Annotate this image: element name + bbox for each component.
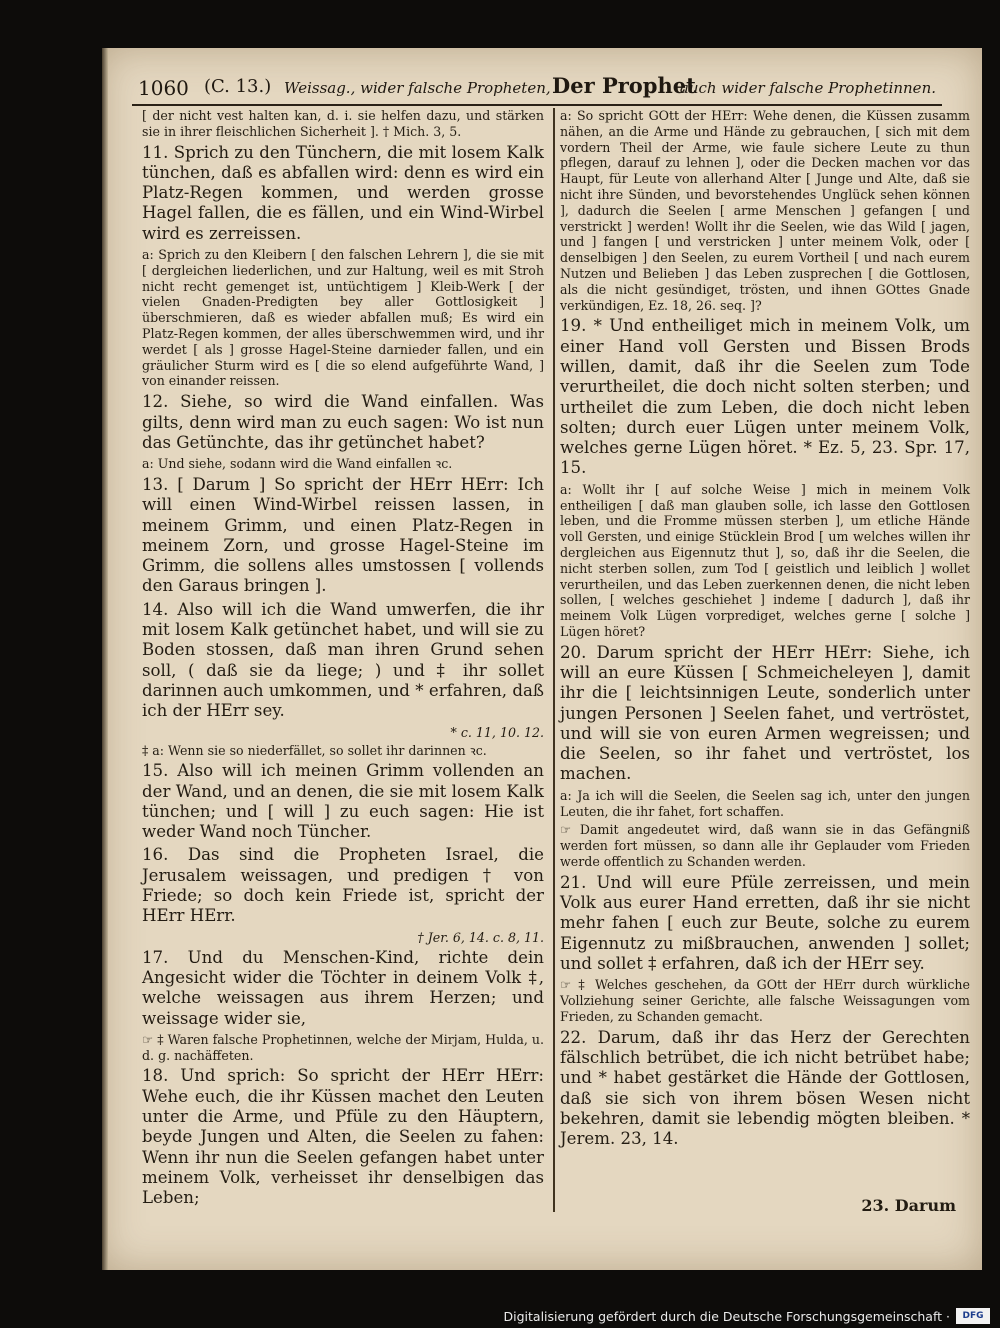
page-number: 1060: [138, 76, 189, 100]
running-head-right: auch wider falsche Prophetinnen.: [679, 79, 936, 97]
left-verse-paragraph: 13. [ Darum ] So spricht der HErr HErr: Ich will einen Wind-Wirbel reissen lassen, in meinem Grimm, und einen Platz-Regen in meinem Zorn, und grosse Hagel-Steine im Grimm, die sollens alles umstossen [ vollends den Garaus bringen ].: [142, 474, 544, 596]
left-verse-paragraph: 15. Also will ich meinen Grimm vollenden an der Wand, und an denen, die sie mit losem Kalk tünchen; und [ will ] zu euch sagen: Hie ist weder Wand noch Tüncher.: [142, 761, 544, 842]
left-verse-paragraph: 18. Und sprich: So spricht der HErr HErr: Wehe euch, die ihr Küssen machet den Leuten unter die Arme, und Pfüle zu den Häuptern, beyde Jungen und Alten, die Seelen zu fahen: Wenn ihr nun die Seelen gefangen habet unter meinem Volk, verheisset ihr denselbigen das Leben;: [142, 1066, 544, 1208]
running-head-left: Weissag., wider falsche Propheten,: [284, 79, 551, 97]
right-commentary-note: a: Wollt ihr [ auf solche Weise ] mich in meinem Volk entheiligen [ daß man glauben solle, ich lasse den Gottlosen leben, und die Fromme müssen sterben ], um etliche Hände voll Gersten, und einige Stücklein Brod [ um welches willen ihr dergleichen aus Eigennutz thut ], so, daß ihr die Seelen, die nicht sterben sollen, zum Tod [ geistlich und leiblich ] wollet verurtheilen, und das Leben zuerkennen denen, die nicht leben sollen, [ welches geschiehet ] indeme [ dadurch ], daß ihr meinem Volk Lügen vorprediget, welches gerne [ solche ] Lügen höret?: [560, 481, 970, 639]
left-verse-paragraph: 12. Siehe, so wird die Wand einfallen. Was gilts, denn wird man zu euch sagen: Wo ist nun das Getünchte, das ihr getünchet habet?: [142, 392, 544, 452]
page-header: [132, 70, 942, 106]
left-verse-paragraph: 14. Also will ich die Wand umwerfen, die ihr mit losem Kalk getünchet habet, und will sie zu Boden stossen, daß man ihren Grund sehen soll, ( daß sie da liege; ) und ‡ ihr sollet darinnen auch umkommen, und * erfahren, daß ich der HErr sey.: [142, 599, 544, 721]
funding-notice: Digitalisierung gefördert durch die Deutsche Forschungsgemeinschaft ·: [503, 1309, 950, 1324]
right-verse-paragraph: 22. Darum, daß ihr das Herz der Gerechten fälschlich betrübet, die ich nicht betrübet habe; und * habet gestärket die Hände der Gottlosen, daß sie sich von ihrem bösen Wesen nicht bekehren, damit sie lebendig mögten bleiben. * Jerem. 23, 14.: [560, 1027, 970, 1149]
book-page: [102, 48, 982, 1270]
chapter-label: (C. 13.): [204, 76, 272, 97]
right-column: [560, 108, 970, 1152]
right-verse-paragraph: 19. * Und entheiliget mich in meinem Volk, um einer Hand voll Gersten und Bissen Brods willen, damit, daß ihr die Seelen zum Tode verurtheilet, die doch nicht solten sterben; und urtheilet die zum Leben, die doch nicht leben solten; durch euer Lügen unter meinem Volk, welches gerne Lügen höret. * Ez. 5, 23. Spr. 17, 15.: [560, 316, 970, 478]
left-verse-paragraph: 17. Und du Menschen-Kind, richte dein Angesicht wider die Töchter in deinem Volk ‡, welche weissagen aus ihrem Herzen; und weissage wider sie,: [142, 947, 544, 1028]
page-binding-edge: [102, 48, 108, 1270]
right-commentary-note: a: Ja ich will die Seelen, die Seelen sag ich, unter den jungen Leuten, die ihr fahet, fort schaffen.: [560, 787, 970, 819]
footer-bar: [0, 1306, 1000, 1328]
right-commentary-note: a: So spricht GOtt der HErr: Wehe denen, die Küssen zusamm nähen, an die Arme und Hände zu gebrauchen, [ sich mit dem vordern Theil der Arme, wie faule sichere Leute zu thun pflegen, darauf zu lehnen ], oder die Decken machen vor das Haupt, für Leute von allerhand Alter [ Junge und Alte, daß sie nicht ihre Sünden, und bevorstehendes Unglück sehen können ], dadurch die Seelen [ arme Menschen ] gefangen [ und verstrickt ] werden! Wollt ihr die Seelen, wie das Wild [ jagen, und ] fangen [ und verstricken ] unter meinem Volk, oder [ denselbigen ] den Seelen, zu eurem Vortheil [ und nach eurem Nutzen und Belieben ] das Leben zusprechen [ die Gottlosen, als die nicht gesündiget, trösten, und ihnen GOttes Gnade verkündigen, Ez. 18, 26. seq. ]?: [560, 108, 970, 313]
left-column: [142, 108, 544, 1212]
left-commentary-note: ‡ a: Wenn sie so niederfället, so sollet ihr darinnen ꝛc.: [142, 742, 487, 758]
column-divider: [553, 108, 555, 1212]
left-verse-paragraph: 16. Das sind die Propheten Israel, die Jerusalem weissagen, und predigen † von Friede; so doch kein Friede ist, spricht der HErr HErr.: [142, 845, 544, 926]
left-cross-reference: * c. 11, 10. 12.: [450, 724, 544, 740]
left-commentary-note: a: Und siehe, sodann wird die Wand einfallen ꝛc.: [142, 456, 453, 472]
right-commentary-note: ☞ ‡ Welches geschehen, da GOtt der HErr durch würkliche Vollziehung seiner Gerichte, alle falsche Weissagungen vom Frieden, zu Schanden gemacht.: [560, 977, 970, 1024]
left-cross-reference: † Jer. 6, 14. c. 8, 11.: [417, 929, 544, 945]
left-verse-paragraph: 11. Sprich zu den Tünchern, die mit losem Kalk tünchen, daß es abfallen wird: denn es wird ein Platz-Regen kommen, und werden grosse Hagel fallen, die es fällen, und ein Wind-Wirbel wird es zerreissen.: [142, 142, 544, 243]
right-commentary-note: ☞ Damit angedeutet wird, daß wann sie in das Gefängniß werden fort müssen, so dann alle ihr Geplauder vom Frieden werde offentlich zu Schanden werden.: [560, 822, 970, 869]
left-commentary-note: a: Sprich zu den Kleibern [ den falschen Lehrern ], die sie mit [ dergleichen liederlichen, und zur Haltung, weil es mit Stroh nicht recht gemenget ist, untüchtigem ] Kleib-Werk [ der vielen Gnaden-Predigten bey aller Gottlosigkeit ] überschmieren, daß es wieder abfallen muß; Es wird ein Platz-Regen kommen, der alles überschwemmen wird, und ihr werdet [ als ] grosse Hagel-Steine darnieder fallen, und ein gräulicher Sturm wird es [ die so elend aufgeführte Wand, ] von einander reissen.: [142, 247, 544, 389]
dfg-logo: DFG: [956, 1308, 990, 1324]
left-commentary-note: [ der nicht vest halten kan, d. i. sie helfen dazu, und stärken sie in ihrer fleischlichen Sicherheit ]. † Mich. 3, 5.: [142, 108, 544, 139]
running-title: Der Prophet: [552, 73, 696, 98]
left-commentary-note: ☞ ‡ Waren falsche Prophetinnen, welche der Mirjam, Hulda, u. d. g. nachäffeten.: [142, 1031, 544, 1063]
right-verse-paragraph: 20. Darum spricht der HErr HErr: Siehe, ich will an eure Küssen [ Schmeicheleyen ], damit ihr die [ leichtsinnigen Leute, sonderlich unter jungen Personen ] Seelen fahet, und vertröstet, und will sie von euren Armen wegreissen; und die Seelen, so ihr fahet und vertröstet, los machen.: [560, 642, 970, 784]
right-verse-paragraph: 21. Und will eure Pfüle zerreissen, und mein Volk aus eurer Hand erretten, daß ihr sie nicht mehr fahen [ euch zur Beute, solche zu eurem Eigennutz zu mißbrauchen, anwenden ] sollet; und sollet ‡ erfahren, daß ich der HErr sey.: [560, 872, 970, 973]
catchword: 23. Darum: [861, 1196, 956, 1215]
